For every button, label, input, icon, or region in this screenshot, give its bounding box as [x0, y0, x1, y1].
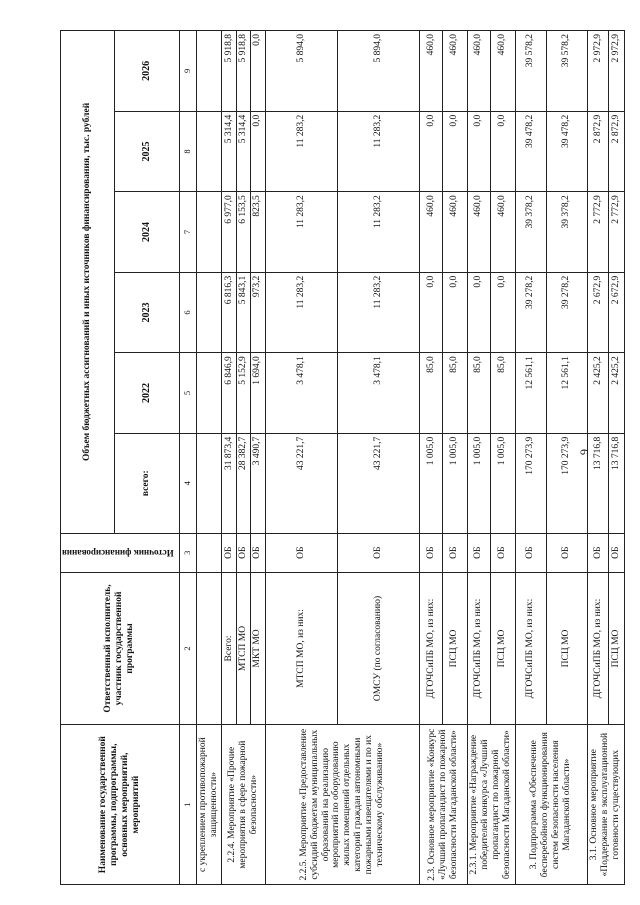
row-executor: ДГОЧСиПБ МО, из них:	[587, 572, 609, 725]
value-year: 2 772,9	[587, 192, 609, 273]
value-year: 2 672,9	[609, 272, 624, 353]
value-year: 0,0	[251, 31, 265, 112]
value-year: 11 283,2	[337, 272, 419, 353]
value-year	[196, 272, 222, 353]
column-index: 6	[179, 272, 196, 353]
table-row	[587, 31, 609, 885]
row-source	[196, 533, 222, 572]
column-index: 9	[179, 31, 196, 112]
row-executor: ПСЦ МО	[442, 572, 467, 725]
row-executor: ДГОЧСиПБ МО, из них:	[515, 572, 546, 725]
value-year: 5 918,8	[236, 31, 250, 112]
value-total: 43 221,7	[337, 433, 419, 533]
value-year	[196, 111, 222, 192]
value-year: 823,5	[251, 192, 265, 273]
column-index: 4	[179, 433, 196, 533]
row-source: ОБ	[442, 533, 467, 572]
header-year: 2024	[115, 192, 180, 273]
table-row	[467, 31, 490, 885]
value-year: 39 478,2	[515, 111, 546, 192]
row-executor: ПСЦ МО	[546, 572, 587, 725]
row-name: 2.2.5. Мероприятие «Предоставление субсидий бюджетам муниципальных образований на реализацию мероприятий по оборудованию жилых помещений отдельных категорий граждан автономными пожарными извещателями и по их техническому обслуживанию»	[265, 725, 420, 885]
row-name: 2.2.4. Мероприятие «Прочие мероприятия в сфере пожарной безопасности»	[222, 725, 265, 885]
value-total: 13 716,8	[609, 433, 624, 533]
value-year: 0,0	[420, 272, 443, 353]
value-year: 460,0	[442, 31, 467, 112]
value-year: 11 283,2	[265, 192, 337, 273]
row-name: 2.3. Основное мероприятие «Конкурс «Лучший пропагандист по пожарной безопасности Магаданской области»	[420, 725, 467, 885]
column-index: 5	[179, 353, 196, 434]
value-year: 973,2	[251, 272, 265, 353]
header-executor: Ответственный исполнитель, участник государственной программы	[61, 572, 180, 725]
row-source: ОБ	[490, 533, 515, 572]
row-executor: МТСП МО	[236, 572, 250, 725]
row-source: ОБ	[420, 533, 443, 572]
column-index-row	[179, 31, 196, 885]
row-source: ОБ	[222, 533, 236, 572]
header-source: Источник финансирования	[61, 533, 180, 572]
value-year: 39 278,2	[515, 272, 546, 353]
column-index: 8	[179, 111, 196, 192]
row-source: ОБ	[236, 533, 250, 572]
row-executor: МТСП МО, из них:	[265, 572, 337, 725]
row-source: ОБ	[337, 533, 419, 572]
value-year: 85,0	[490, 353, 515, 434]
header-year: 2023	[115, 272, 180, 353]
row-executor: Всего:	[222, 572, 236, 725]
table-sheet	[60, 30, 620, 885]
header-total: всего:	[115, 433, 180, 533]
value-total: 3 490,7	[251, 433, 265, 533]
row-executor: ОМСУ (по согласованию)	[337, 572, 419, 725]
value-total: 13 716,8	[587, 433, 609, 533]
value-total: 1 005,0	[420, 433, 443, 533]
row-source: ОБ	[467, 533, 490, 572]
column-index: 1	[179, 725, 196, 885]
value-year: 3 478,1	[337, 353, 419, 434]
row-source: ОБ	[587, 533, 609, 572]
row-name: с укреплением противопожарной защищенности»	[196, 725, 222, 885]
row-source: ОБ	[265, 533, 337, 572]
value-year: 0,0	[420, 111, 443, 192]
value-year: 11 283,2	[337, 111, 419, 192]
value-year: 460,0	[467, 192, 490, 273]
value-year: 460,0	[467, 31, 490, 112]
value-total: 28 382,7	[236, 433, 250, 533]
value-year: 3 478,1	[265, 353, 337, 434]
value-year: 6 846,9	[222, 353, 236, 434]
value-year: 5 894,0	[337, 31, 419, 112]
column-index: 2	[179, 572, 196, 725]
value-year: 5 314,4	[236, 111, 250, 192]
value-year: 0,0	[490, 111, 515, 192]
table-row	[420, 31, 443, 885]
column-index: 7	[179, 192, 196, 273]
row-source: ОБ	[251, 533, 265, 572]
value-year: 5 918,8	[222, 31, 236, 112]
value-year	[196, 353, 222, 434]
value-year: 6 153,5	[236, 192, 250, 273]
value-total: 170 273,9	[515, 433, 546, 533]
header-year: 2025	[115, 111, 180, 192]
value-year: 5 894,0	[265, 31, 337, 112]
row-source: ОБ	[546, 533, 587, 572]
value-year: 2 772,9	[609, 192, 624, 273]
value-year: 2 425,2	[609, 353, 624, 434]
row-executor: ДГОЧСиПБ МО, из них:	[467, 572, 490, 725]
value-year: 2 672,9	[587, 272, 609, 353]
row-executor: МКТ МО	[251, 572, 265, 725]
value-year: 12 561,1	[546, 353, 587, 434]
header-name: Наименование государственной программы, подпрограммы, основных мероприятий, мероприятий	[61, 725, 180, 885]
value-year	[196, 192, 222, 273]
value-total: 170 273,9	[546, 433, 587, 533]
value-year: 460,0	[420, 31, 443, 112]
row-executor: ПСЦ МО	[609, 572, 624, 725]
value-year: 39 478,2	[546, 111, 587, 192]
value-year: 6 977,0	[222, 192, 236, 273]
value-year: 5 314,4	[222, 111, 236, 192]
page-number: 6	[577, 449, 592, 455]
value-year: 0,0	[467, 272, 490, 353]
row-name: 3.1. Основное мероприятие «Поддержание в эксплуатационной готовности существующих	[587, 725, 624, 885]
value-year: 6 816,3	[222, 272, 236, 353]
table-row	[222, 31, 236, 885]
value-year: 5 152,9	[236, 353, 250, 434]
value-year: 2 872,9	[609, 111, 624, 192]
row-name: 2.3.1. Мероприятие «Награждение победителей конкурса «Лучший пропагандист по пожарной безопасности Магаданской области»	[467, 725, 515, 885]
value-total	[196, 433, 222, 533]
value-year: 460,0	[442, 192, 467, 273]
value-year: 11 283,2	[337, 192, 419, 273]
column-index: 3	[179, 533, 196, 572]
value-total: 1 005,0	[490, 433, 515, 533]
row-executor: ДГОЧСиПБ МО, из них:	[420, 572, 443, 725]
value-year: 39 378,2	[515, 192, 546, 273]
value-year: 12 561,1	[515, 353, 546, 434]
value-year: 11 283,2	[265, 272, 337, 353]
value-year: 85,0	[467, 353, 490, 434]
header-year: 2026	[115, 31, 180, 112]
row-name: 3. Подпрограмма «Обеспечение бесперебойного функционирования систем безопасности населения Магаданской области»	[515, 725, 587, 885]
value-year: 11 283,2	[265, 111, 337, 192]
rotated-table-wrapper	[60, 30, 620, 885]
value-year: 460,0	[490, 31, 515, 112]
value-year: 2 425,2	[587, 353, 609, 434]
value-year	[196, 31, 222, 112]
value-year: 0,0	[442, 272, 467, 353]
value-year: 2 972,9	[587, 31, 609, 112]
value-year: 39 578,2	[546, 31, 587, 112]
value-total: 1 005,0	[442, 433, 467, 533]
row-executor: ПСЦ МО	[490, 572, 515, 725]
value-year: 1 694,0	[251, 353, 265, 434]
value-year: 85,0	[442, 353, 467, 434]
financing-table	[60, 30, 625, 885]
row-executor	[196, 572, 222, 725]
table-row	[265, 31, 337, 885]
header-year: 2022	[115, 353, 180, 434]
value-year: 0,0	[442, 111, 467, 192]
value-year: 0,0	[490, 272, 515, 353]
value-year: 85,0	[420, 353, 443, 434]
value-year: 460,0	[490, 192, 515, 273]
value-year: 2 872,9	[587, 111, 609, 192]
value-year: 39 378,2	[546, 192, 587, 273]
value-total: 43 221,7	[265, 433, 337, 533]
value-total: 31 873,4	[222, 433, 236, 533]
value-year: 5 843,1	[236, 272, 250, 353]
row-source: ОБ	[515, 533, 546, 572]
table-row	[515, 31, 546, 885]
value-year: 39 578,2	[515, 31, 546, 112]
table-row	[196, 31, 222, 885]
value-year: 0,0	[467, 111, 490, 192]
value-year: 0,0	[251, 111, 265, 192]
row-source: ОБ	[609, 533, 624, 572]
value-year: 39 278,2	[546, 272, 587, 353]
value-total: 1 005,0	[467, 433, 490, 533]
value-year: 460,0	[420, 192, 443, 273]
header-volume: Объем бюджетных ассигнований и иных источников финансирования, тыс. рублей	[61, 31, 115, 534]
value-year: 2 972,9	[609, 31, 624, 112]
